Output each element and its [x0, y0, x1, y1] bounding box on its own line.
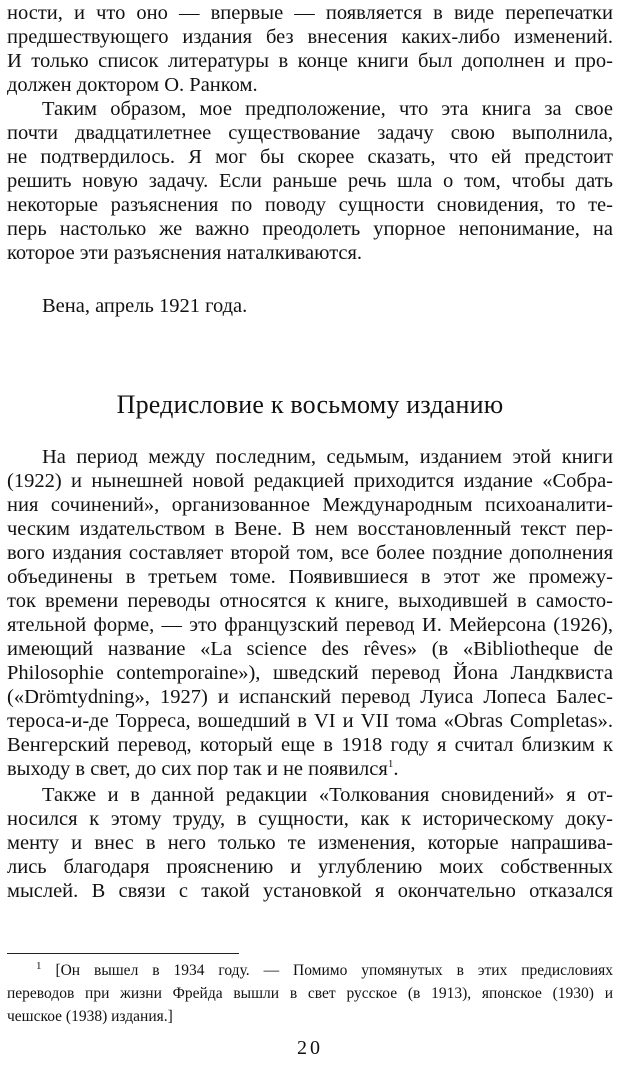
footnote-divider — [7, 953, 239, 954]
text-line: менту и внес в него только те изменения, которые напрашива- — [7, 832, 613, 854]
text-line: должен доктором О. Ранком. — [7, 74, 258, 96]
text-line: некоторые разъяснения по поводу сущности сновидения, то те- — [7, 194, 613, 216]
footnote-line: переводов при жизни Фрейда вышли в свет русское (в 1913), японское (1930) и — [7, 985, 613, 1002]
text-line: предшествующего издания без внесения каких-либо изменений. — [7, 26, 613, 48]
text-line: ток времени переводы относятся к книге, выходившей в самосто- — [7, 590, 613, 612]
text-line: И только список литературы в конце книги был дополнен и про- — [7, 50, 613, 72]
period: . — [393, 758, 399, 780]
text-line: перь настолько же важно преодолеть упорное непонимание, на — [7, 218, 613, 240]
text-line: («Drömtydning», 1927) и испанский перевод Луиса Лопеса Балес- — [7, 686, 613, 708]
text-line: почти двадцатилетнее существование задачу свою выполнила, — [7, 122, 613, 144]
text-line: Philosophie contemporaine»), шведский перевод Йона Ландквиста — [7, 662, 613, 684]
footnote-text: [Он вышел в 1934 году. — Помимо упомянутых в этих предисловиях — [55, 962, 614, 979]
text-line: которое эти разъяснения наталкиваются. — [7, 242, 363, 264]
text-line — [7, 756, 613, 782]
text-line: вого издания составляет второй том, все более поздние дополнения — [7, 542, 613, 564]
page-number: 20 — [297, 1037, 323, 1059]
text-line: ческим издательством в Вене. В нем восстановленный текст пер- — [7, 518, 613, 540]
footnote-marker: 1 — [387, 758, 394, 771]
text-line: На период между последним, седьмым, изданием этой книги — [42, 446, 613, 468]
text-line: решить новую задачу. Если раньше речь шла о том, чтобы дать — [7, 170, 613, 192]
text-line: Также и в данной редакции «Толкования сновидений» я от- — [42, 784, 613, 806]
text-line: ния сочинений», организованное Международным психоаналити- — [7, 494, 613, 516]
text-line: Таким образом, мое предположение, что эта книга за свое — [42, 98, 613, 120]
text-line: носился к этому труду, в сущности, как к историческому доку- — [7, 808, 613, 830]
text-line: объединены в третьем томе. Появившиеся в этот же промежу- — [7, 566, 613, 588]
text-line-content: выходу в свет, до сих пор так и не появился — [7, 758, 388, 780]
text-line: ности, и что оно — впервые — появляется в виде перепечатки — [7, 2, 613, 24]
text-line: лись благодаря прояснению и углублению моих собственных — [7, 856, 613, 878]
footnote-line: чешское (1938) издания.] — [7, 1008, 173, 1025]
text-line: (1922) и нынешней новой редакцией приходится издание «Собра- — [7, 470, 613, 492]
footnote-number: 1 — [36, 959, 42, 972]
text-line: мыслей. В связи с такой установкой я окончательно отказался — [7, 880, 613, 902]
text-line: тероса-и-де Торреса, вошедший в VI и VII тома «Obras Completas». — [7, 710, 613, 732]
date-signature: Вена, апрель 1921 года. — [42, 295, 248, 317]
text-line: ятельной форме, — это французский перевод И. Мейерсона (1926), — [7, 614, 613, 636]
text-line: имеющий название «La science des rêves» (в «Bibliotheque de — [7, 638, 613, 660]
section-heading: Предисловие к восьмому изданию — [116, 390, 504, 419]
footnote-line — [36, 960, 613, 981]
text-line: не подтвердилось. Я мог бы скорее сказать, что ей предстоит — [7, 146, 613, 168]
text-line: Венгерский перевод, который еще в 1918 году я считал близким к — [7, 734, 613, 756]
